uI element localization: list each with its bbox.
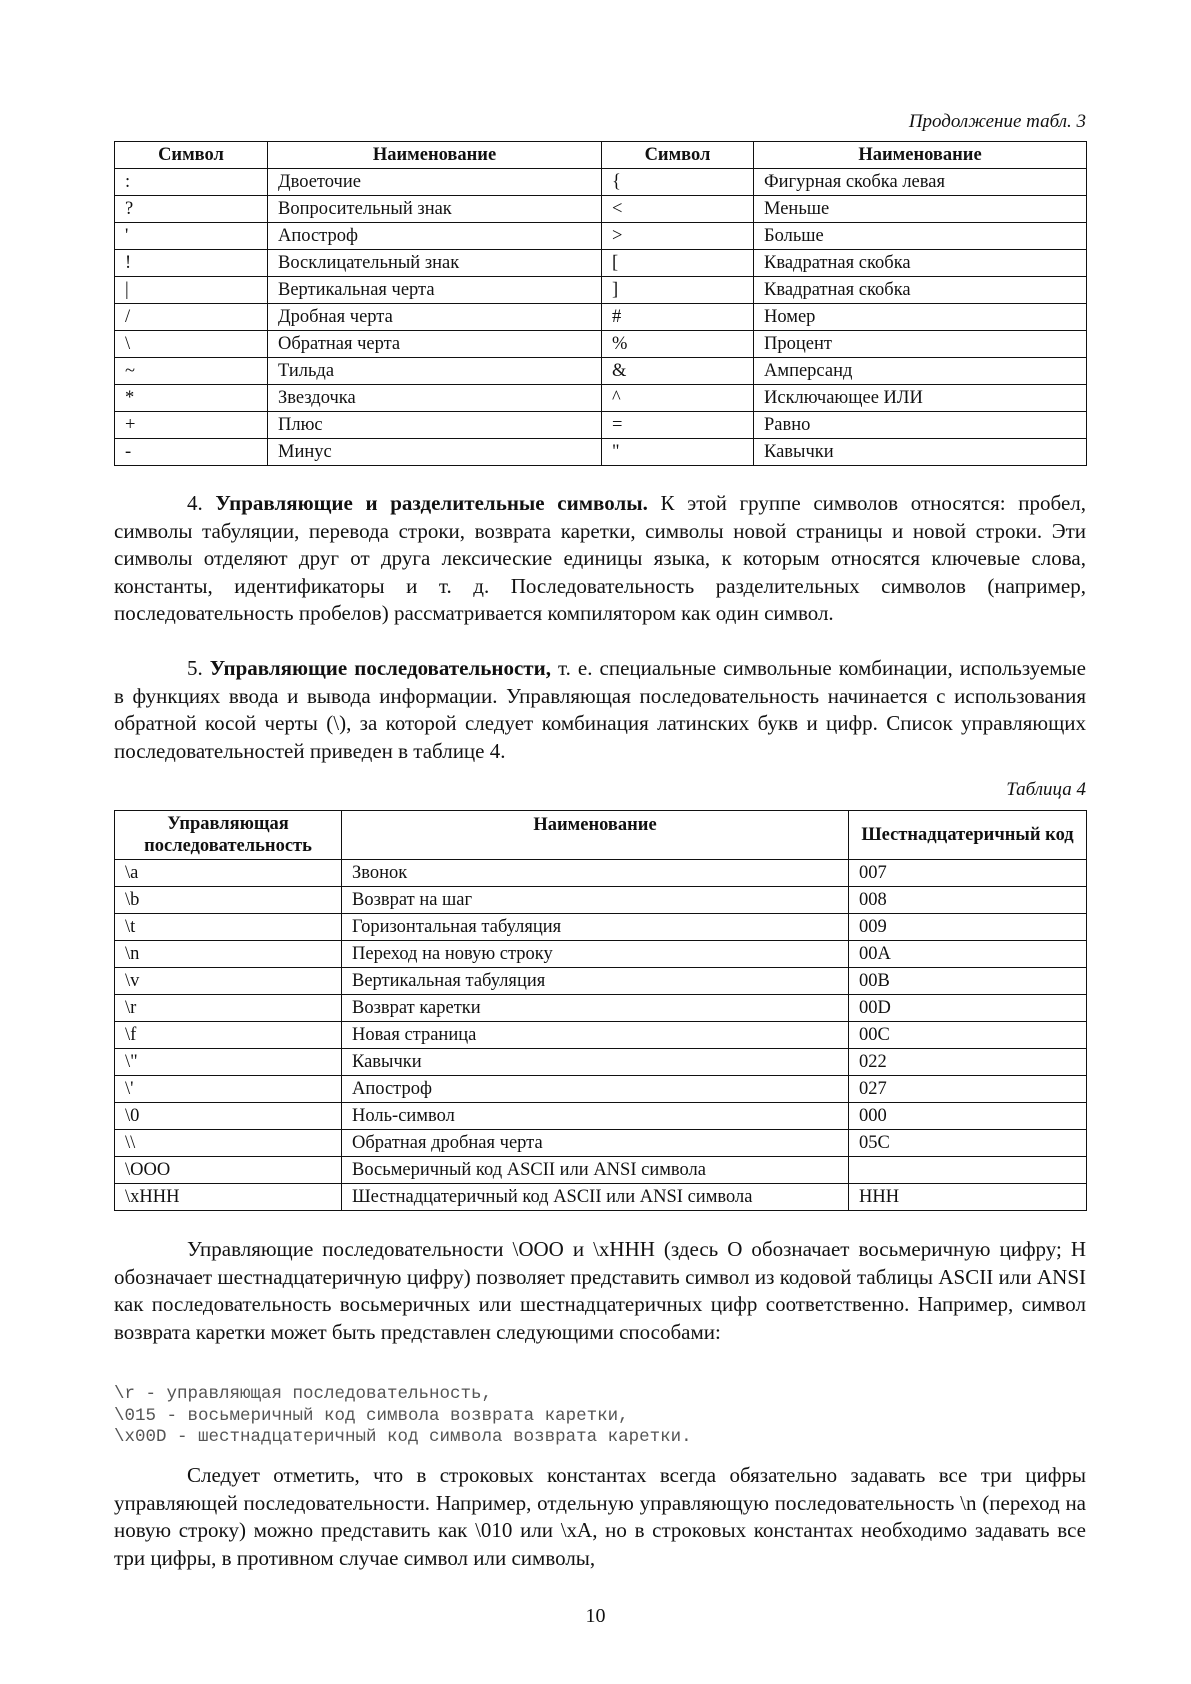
bold-term: Управляющие последовательности,	[209, 656, 551, 680]
table-cell	[849, 1157, 1087, 1184]
col-header: Наименование	[754, 142, 1087, 169]
code-block	[114, 1384, 692, 1449]
paragraph-6: Управляющие последовательности \OOO и \xHHH (здесь O обозначает восьмеричную цифру; H обозначает шестнадцатеричную цифру) позволяет представить символ из кодовой таблицы ASCII или ANSI как последовательность восьмеричных или шестнадцатеричных цифр соответственно. Например, символ возврата каретки может быть представлен следующими способами:	[114, 1237, 1086, 1344]
table-cell: Восклицательный знак	[268, 250, 602, 277]
table-cell: \xHHH	[115, 1184, 342, 1211]
table-cell: \'	[115, 1076, 342, 1103]
item-number: 5.	[187, 656, 210, 680]
table-cell: \\	[115, 1130, 342, 1157]
table-cell: Больше	[754, 223, 1087, 250]
table-cell: Горизонтальная табуляция	[342, 914, 849, 941]
table-row	[115, 412, 1087, 439]
table-cell: 009	[849, 914, 1087, 941]
table3-symbols	[114, 141, 1087, 466]
table-cell: Звездочка	[268, 385, 602, 412]
table-cell: Возврат каретки	[342, 995, 849, 1022]
table-row	[115, 196, 1087, 223]
table-cell: /	[115, 304, 268, 331]
table-cell: 008	[849, 887, 1087, 914]
table-header-row	[115, 811, 1087, 860]
table-row	[115, 860, 1087, 887]
table-cell: Квадратная скобка	[754, 277, 1087, 304]
code-line: \x00D - шестнадцатеричный код символа возврата каретки.	[114, 1427, 692, 1447]
table-cell: Равно	[754, 412, 1087, 439]
table-cell: #	[602, 304, 754, 331]
table-cell: Вертикальная черта	[268, 277, 602, 304]
table-cell: Обратная дробная черта	[342, 1130, 849, 1157]
table-cell: =	[602, 412, 754, 439]
table-row	[115, 1184, 1087, 1211]
table-cell: \f	[115, 1022, 342, 1049]
table-cell: \v	[115, 968, 342, 995]
table-cell: Переход на новую строку	[342, 941, 849, 968]
col-header: Символ	[115, 142, 268, 169]
table-row	[115, 250, 1087, 277]
table-cell: \r	[115, 995, 342, 1022]
table-cell: Исключающее ИЛИ	[754, 385, 1087, 412]
table-cell: Восьмеричный код ASCII или ANSI символа	[342, 1157, 849, 1184]
table-cell: 007	[849, 860, 1087, 887]
code-line: \r - управляющая последовательность,	[114, 1384, 493, 1404]
col-header: Символ	[602, 142, 754, 169]
paragraph-5	[114, 655, 1086, 765]
table-cell: Фигурная скобка левая	[754, 169, 1087, 196]
table-cell: [	[602, 250, 754, 277]
paragraph-4	[114, 490, 1086, 628]
table-row	[115, 995, 1087, 1022]
table-cell: '	[115, 223, 268, 250]
table-cell: Двоеточие	[268, 169, 602, 196]
table-cell: 00A	[849, 941, 1087, 968]
table-cell: 00D	[849, 995, 1087, 1022]
table-cell: ]	[602, 277, 754, 304]
table-cell: Вопросительный знак	[268, 196, 602, 223]
paragraph-text: К этой группе символов относятся: пробел, символы табуляции, перевода строки, возврата каретки, символы новой страницы и новой строки. Эти символы отделяют друг от друга лексические единицы языка, к которым относятся ключевые слова, константы, идентификаторы и т. д. Последовательность разделительных символов (например, последовательность пробелов) рассматривается компилятором как один символ.	[114, 491, 1086, 625]
item-number: 4.	[187, 491, 216, 515]
table-cell: Шестнадцатеричный код ASCII или ANSI символа	[342, 1184, 849, 1211]
table-cell: -	[115, 439, 268, 466]
table-cell: Дробная черта	[268, 304, 602, 331]
table-cell: \a	[115, 860, 342, 887]
table-cell: \n	[115, 941, 342, 968]
table-row	[115, 887, 1087, 914]
table-row	[115, 1103, 1087, 1130]
table-cell: \0	[115, 1103, 342, 1130]
table-row	[115, 1076, 1087, 1103]
table-cell: Плюс	[268, 412, 602, 439]
table-cell: 022	[849, 1049, 1087, 1076]
table-cell: ~	[115, 358, 268, 385]
table-cell: Ноль-символ	[342, 1103, 849, 1130]
table-row	[115, 968, 1087, 995]
table-cell: ?	[115, 196, 268, 223]
table-cell: Тильда	[268, 358, 602, 385]
col-header: Наименование	[268, 142, 602, 169]
table-cell: :	[115, 169, 268, 196]
table-cell: Обратная черта	[268, 331, 602, 358]
page-number: 10	[585, 1605, 606, 1627]
table-cell: Апостроф	[268, 223, 602, 250]
table-row	[115, 1157, 1087, 1184]
table-row	[115, 914, 1087, 941]
table-cell: |	[115, 277, 268, 304]
table-cell: ^	[602, 385, 754, 412]
table-row	[115, 1049, 1087, 1076]
table-cell: <	[602, 196, 754, 223]
table-row	[115, 1022, 1087, 1049]
table-cell: Звонок	[342, 860, 849, 887]
table-row	[115, 304, 1087, 331]
table-cell: +	[115, 412, 268, 439]
table-row	[115, 439, 1087, 466]
paragraph-text: т. е. специальные символьные комбинации, используемые в функциях ввода и вывода информации. Управляющая последовательность начинается с использования обратной косой черты (\), за которой следует комбинация латинских букв и цифр. Список управляющих последовательностей приведен в таблице 4.	[114, 656, 1086, 763]
col-header: Наименование	[342, 811, 849, 860]
table-cell: *	[115, 385, 268, 412]
table-cell: !	[115, 250, 268, 277]
table-cell: \b	[115, 887, 342, 914]
table-cell: Кавычки	[754, 439, 1087, 466]
paragraph-7: Следует отметить, что в строковых константах всегда обязательно задавать все три цифры управляющей последовательности. Например, отдельную управляющую последовательность \n (переход на новую строку) можно представить как \010 или \xA, но в строковых константах необходимо задавать все три цифры, в противном случае символ или символы,	[114, 1463, 1086, 1570]
table-cell: \t	[115, 914, 342, 941]
table-cell: Меньше	[754, 196, 1087, 223]
table-row	[115, 1130, 1087, 1157]
table3-caption: Продолжение табл. 3	[908, 111, 1086, 132]
table-cell: 00B	[849, 968, 1087, 995]
table-cell: "	[602, 439, 754, 466]
table-cell: HHH	[849, 1184, 1087, 1211]
table-cell: \OOO	[115, 1157, 342, 1184]
table-row	[115, 385, 1087, 412]
table-cell: Номер	[754, 304, 1087, 331]
table-cell: Вертикальная табуляция	[342, 968, 849, 995]
table-row	[115, 277, 1087, 304]
table-cell: Минус	[268, 439, 602, 466]
col-header: Шестнадцатеричный код	[849, 811, 1087, 860]
table-row	[115, 223, 1087, 250]
table-cell: Кавычки	[342, 1049, 849, 1076]
table-cell: Возврат на шаг	[342, 887, 849, 914]
table-header-row	[115, 142, 1087, 169]
table-cell: \	[115, 331, 268, 358]
table-cell: 000	[849, 1103, 1087, 1130]
table-row	[115, 169, 1087, 196]
table-row	[115, 358, 1087, 385]
code-line: \015 - восьмеричный код символа возврата каретки,	[114, 1405, 629, 1426]
table-cell: \"	[115, 1049, 342, 1076]
table-cell: 027	[849, 1076, 1087, 1103]
table-cell: Новая страница	[342, 1022, 849, 1049]
table-cell: &	[602, 358, 754, 385]
table-cell: Амперсанд	[754, 358, 1087, 385]
table4-escape-sequences	[114, 810, 1087, 1211]
table4-caption: Таблица 4	[1006, 779, 1086, 800]
bold-term: Управляющие и разделительные символы.	[215, 491, 648, 515]
table-row	[115, 941, 1087, 968]
col-header: Управляющая последовательность	[115, 811, 342, 860]
table-cell: %	[602, 331, 754, 358]
table-cell: Процент	[754, 331, 1087, 358]
table-cell: 00C	[849, 1022, 1087, 1049]
table-cell: >	[602, 223, 754, 250]
table-cell: {	[602, 169, 754, 196]
table-cell: 05C	[849, 1130, 1087, 1157]
table-cell: Квадратная скобка	[754, 250, 1087, 277]
table-row	[115, 331, 1087, 358]
table-cell: Апостроф	[342, 1076, 849, 1103]
